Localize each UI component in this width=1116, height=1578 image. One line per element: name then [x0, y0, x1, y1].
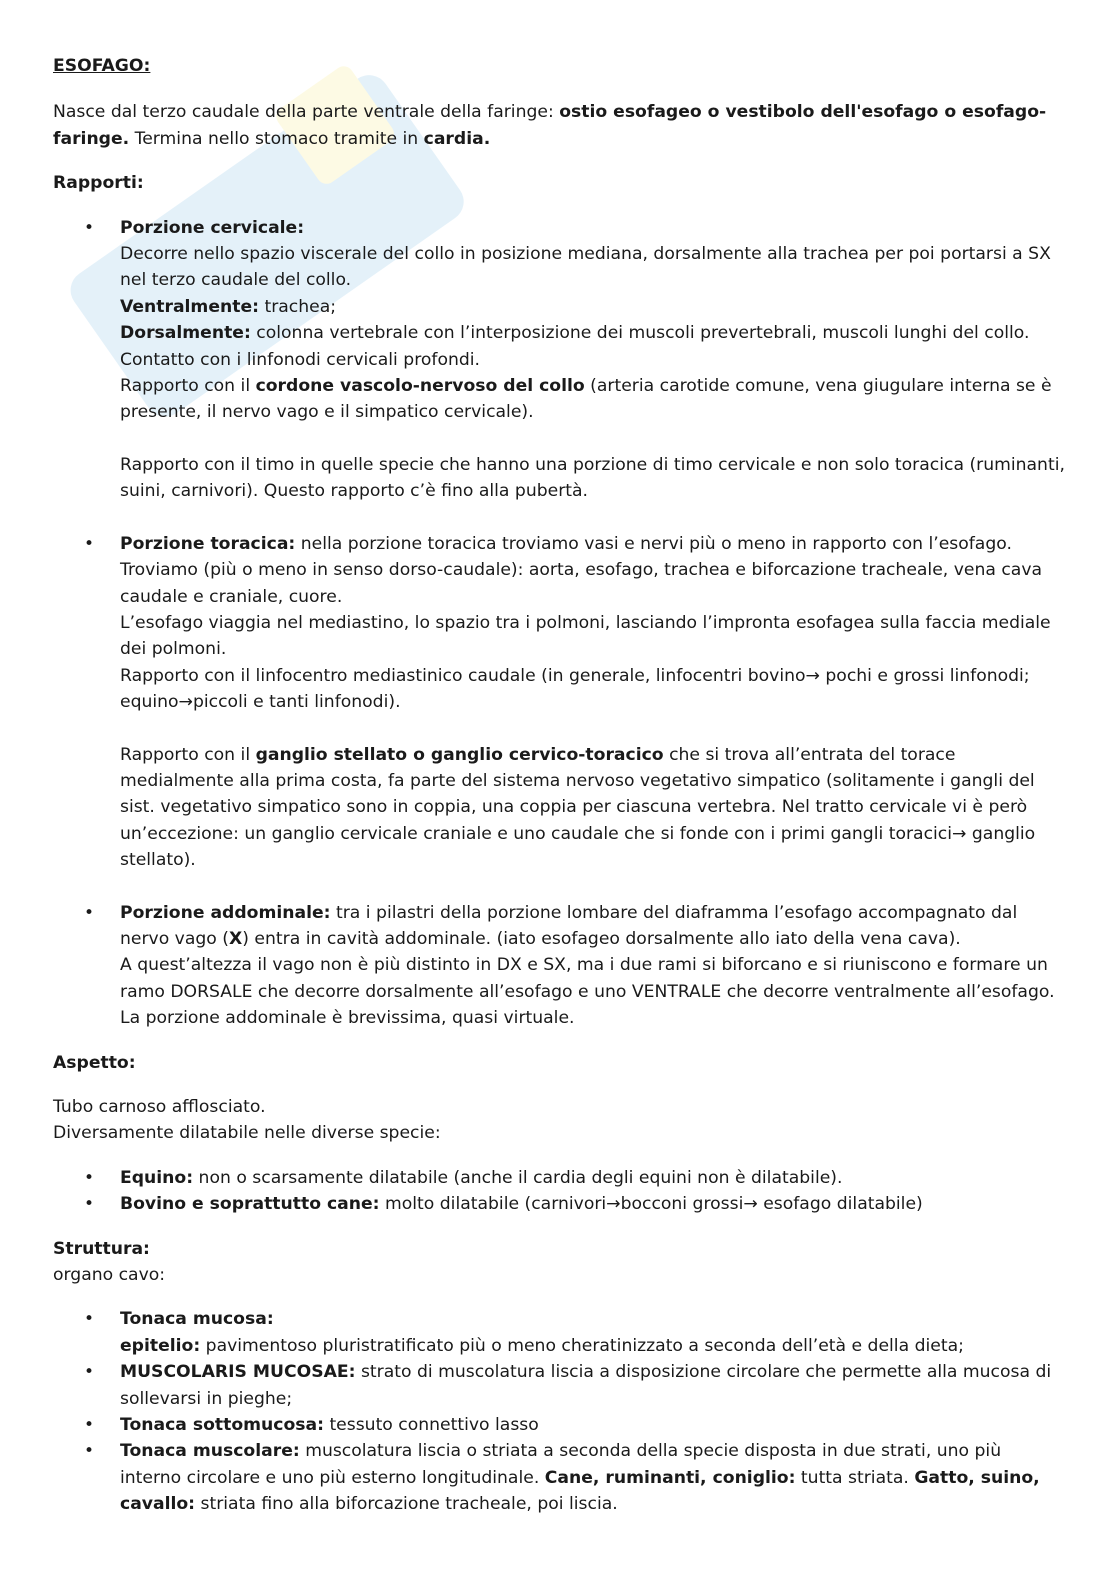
document-page: [53, 53, 1065, 1518]
list-item-muscolaris-mucosae: • MUSCOLARIS MUCOSAE: strato di muscolatura liscia a disposizione circolare che permette alla mucosa di sollevarsi in pieghe;: [53, 1359, 1065, 1412]
list-item-sottomucosa: • Tonaca sottomucosa: tessuto connettivo lasso: [53, 1412, 1065, 1438]
struttura-list: [53, 1306, 1065, 1517]
list-item-addominale: • Porzione addominale: tra i pilastri della porzione lombare del diaframma l’esofago accompagnato dal nervo vago (X) entra in cavità addominale. (iato esofageo dorsalmente allo iato della vena cava). A quest’altezza il vago non è più distinto in DX e SX, ma i due rami si biforcano e si riuniscono e formare un ramo DORSALE che decorre dorsalmente all’esofago e uno VENTRALE che decorre ventralmente all’esofago. La porzione addominale è brevissima, quasi virtuale.: [53, 900, 1065, 1032]
list-item-muscolare: • Tonaca muscolare: muscolatura liscia o striata a seconda della specie disposta in due strati, uno più interno circolare e uno più esterno longitudinale. Cane, ruminanti, coniglio: tutta striata. Gatto, suino, cavallo: striata fino alla biforcazione tracheale, poi liscia.: [53, 1438, 1065, 1517]
aspetto-list: [53, 1165, 1065, 1218]
rapporti-list: [53, 215, 1065, 1032]
list-item-bovino: • Bovino e soprattutto cane: molto dilatabile (carnivori→bocconi grossi→ esofago dilatabile): [53, 1191, 1065, 1217]
section-heading-struttura: Struttura:: [53, 1238, 150, 1259]
list-item-mucosa: • Tonaca mucosa: epitelio: pavimentoso pluristratificato più o meno cheratinizzato a seconda dell’età e della dieta;: [53, 1306, 1065, 1359]
list-item-equino: • Equino: non o scarsamente dilatabile (anche il cardia degli equini non è dilatabile).: [53, 1165, 1065, 1191]
list-item-toracica: • Porzione toracica: nella porzione toracica troviamo vasi e nervi più o meno in rapporto con l’esofago. Troviamo (più o meno in senso dorso-caudale): aorta, esofago, trachea e biforcazione tracheale, vena cava caudale e craniale, cuore. L’esofago viaggia nel mediastino, lo spazio tra i polmoni, lasciando l’impronta esofagea sulla faccia mediale dei polmoni. Rapporto con il linfocentro mediastinico caudale (in generale, linfocentri bovino→ pochi e grossi linfonodi; equino→piccoli e tanti linfonodi). Rapporto con il ganglio stellato o ganglio cervico-toracico che si trova all’entrata del torace medialmente alla prima costa, fa parte del sistema nervoso vegetativo simpatico (solitamente i gangli del sist. vegetativo simpatico sono in coppia, una coppia per ciascuna vertebra. Nel tratto cervicale vi è però un’eccezione: un ganglio cervicale craniale e uno caudale che si fonde con i primi gangli toracici→ ganglio stellato).: [53, 531, 1065, 874]
list-item-cervicale: • Porzione cervicale: Decorre nello spazio viscerale del collo in posizione mediana, dorsalmente alla trachea per poi portarsi a SX nel terzo caudale del collo. Ventralmente: trachea; Dorsalmente: colonna vertebrale con l’interposizione dei muscoli prevertebrali, muscoli lunghi del collo. Contatto con i linfonodi cervicali profondi. Rapporto con il cordone vascolo-nervoso del collo (arteria carotide comune, vena giugulare interna se è presente, il nervo vago e il simpatico cervicale). Rapporto con il timo in quelle specie che hanno una porzione di timo cervicale e non solo toracica (ruminanti, suini, carnivori). Questo rapporto c’è fino alla pubertà.: [53, 215, 1065, 505]
section-heading-aspetto: Aspetto:: [53, 1052, 136, 1073]
aspetto-line-1: Tubo carnoso afflosciato.: [53, 1097, 266, 1117]
struttura-line-1: organo cavo:: [53, 1265, 166, 1286]
aspetto-line-2: Diversamente dilatabile nelle diverse specie:: [53, 1123, 441, 1144]
intro-paragraph: Nasce dal terzo caudale della parte ventrale della faringe: ostio esofageo o vestibolo dell'esofago o esofago-faringe. Termina nello stomaco tramite in cardia.: [53, 102, 1047, 149]
page-title: ESOFAGO:: [53, 56, 151, 76]
section-heading-rapporti: Rapporti:: [53, 173, 144, 194]
